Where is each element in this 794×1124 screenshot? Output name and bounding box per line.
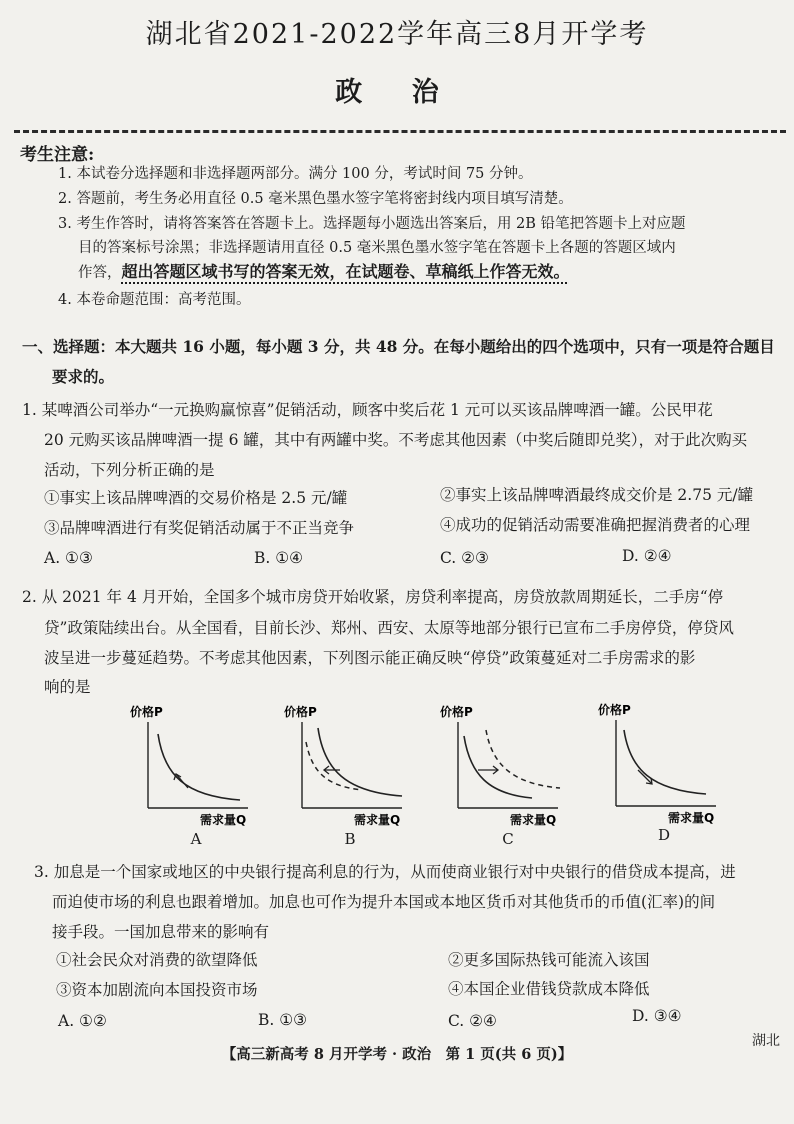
- dashed-divider: [14, 130, 786, 133]
- q2-stem-line-3: 波呈进一步蔓延趋势。不考虑其他因素，下列图示能正确反映“停贷”政策蔓延对二手房需求的影: [44, 649, 696, 667]
- q3-stem-line-2: 而迫使市场的利息也跟着增加。加息也可作为提升本国或本地区货币对其他货币的币值(汇率)的间: [52, 893, 716, 911]
- q2-stem-line-1: 2. 从 2021 年 4 月开始，全国多个城市房贷开始收紧，房贷利率提高，房贷放款周期延长，二手房“停: [22, 588, 724, 606]
- section-heading: 一、选择题：本大题共 16 小题，每小题 3 分，共 48 分。在每小题给出的四个选项中，只有一项是符合题目: [22, 337, 775, 356]
- notice-item-3-cont: 目的答案标号涂黑；非选择题请用直径 0.5 毫米黑色墨水签字笔在答题卡上各题的答题区域内: [78, 240, 676, 256]
- q3-statement-1: ①社会民众对消费的欲望降低: [56, 951, 258, 969]
- graph-b: [284, 700, 414, 848]
- graph-d: [598, 698, 728, 844]
- graph-c-demand-curve: [464, 736, 532, 798]
- graph-d-letter: D: [657, 826, 671, 844]
- q1-option-c: C. ②③: [440, 549, 489, 567]
- q3-option-d: D. ③④: [632, 1007, 682, 1025]
- graph-c-shifted-curve: [486, 730, 560, 788]
- q1-statement-4: ④成功的促销活动需要准确把握消费者的心理: [440, 516, 751, 534]
- notice-item-4: 4. 本卷命题范围：高考范围。: [58, 292, 251, 308]
- graph-d-y-label: 价格P: [598, 703, 631, 717]
- q1-statement-1: ①事实上该品牌啤酒的交易价格是 2.5 元/罐: [44, 489, 348, 507]
- notice-warning-emphasis: 超出答题区域书写的答案无效，在试题卷、草稿纸上作答无效。: [121, 262, 570, 281]
- q3-stem-line-1: 3. 加息是一个国家或地区的中央银行提高利息的行为，从而使商业银行对中央银行的借贷成本提高，进: [34, 863, 736, 881]
- graph-c: [440, 700, 570, 848]
- notice-item-3-end: [78, 262, 570, 283]
- q3-option-a: A. ①②: [58, 1012, 107, 1030]
- q3-statement-2: ②更多国际热钱可能流入该国: [448, 951, 650, 969]
- q1-stem-line-1: 1. 某啤酒公司举办“一元换购赢惊喜”促销活动，顾客中奖后花 1 元可以买该品牌啤酒一罐。公民甲花: [22, 401, 713, 419]
- graph-a: [130, 700, 260, 848]
- q1-option-d: D. ②④: [622, 547, 672, 565]
- notice-item-2: 2. 答题前，考生务必用直径 0.5 毫米黑色墨水签字笔将密封线内项目填写清楚。: [58, 191, 573, 207]
- graph-b-x-label: 需求量Q: [354, 813, 401, 827]
- section-heading-cont: 要求的。: [52, 367, 115, 386]
- q3-option-b: B. ①③: [258, 1011, 308, 1029]
- graph-b-y-label: 价格P: [284, 705, 317, 719]
- q3-stem-line-3: 接手段。一国加息带来的影响有: [52, 923, 270, 941]
- graph-d-x-label: 需求量Q: [668, 811, 715, 825]
- q1-option-b: B. ①④: [254, 549, 304, 567]
- q2-stem-line-4: 响的是: [44, 678, 91, 696]
- graph-a-demand-curve: [158, 734, 240, 800]
- q1-stem-line-2: 20 元购买该品牌啤酒一提 6 罐，其中有两罐中奖。不考虑其他因素（中奖后随即兑奖），对于此次购买: [44, 431, 748, 449]
- exam-title: 湖北省2021-2022学年高三8月开学考: [145, 19, 649, 50]
- notice-heading: 考生注意:: [20, 145, 95, 165]
- page-footer: 【高三新高考 8 月开学考 · 政治 第 1 页(共 6 页)】: [221, 1046, 573, 1063]
- q3-statement-4: ④本国企业借钱贷款成本降低: [448, 980, 650, 998]
- graph-b-demand-curve: [318, 728, 402, 796]
- graph-a-y-label: 价格P: [130, 705, 163, 719]
- graph-b-shifted-curve: [306, 742, 362, 790]
- graph-a-letter: A: [190, 830, 202, 848]
- q2-stem-line-2: 贷”政策陆续出台。从全国看，目前长沙、郑州、西安、太原等地部分银行已宣布二手房停贷，停贷风: [44, 619, 734, 637]
- q1-stem-line-3: 活动，下列分析正确的是: [44, 461, 215, 479]
- graph-a-arrow: [176, 774, 188, 788]
- q3-option-c: C. ②④: [448, 1012, 497, 1030]
- graph-c-x-label: 需求量Q: [510, 813, 557, 827]
- notice-item-1: 1. 本试卷分选择题和非选择题两部分。满分 100 分，考试时间 75 分钟。: [58, 166, 533, 182]
- notice-item-3: 3. 考生作答时，请将答案答在答题卡上。选择题每小题选出答案后，用 2B 铅笔把答题卡上对应题: [58, 216, 686, 232]
- graph-b-letter: B: [344, 830, 356, 848]
- graph-c-letter: C: [502, 830, 514, 848]
- q1-statement-3: ③品牌啤酒进行有奖促销活动属于不正当竞争: [44, 519, 355, 537]
- q3-statement-3: ③资本加剧流向本国投资市场: [56, 981, 258, 999]
- graph-d-demand-curve: [624, 730, 706, 794]
- graph-a-x-label: 需求量Q: [200, 813, 247, 827]
- region-label: 湖北: [752, 1033, 780, 1049]
- q1-option-a: A. ①③: [44, 549, 93, 567]
- graph-c-y-label: 价格P: [440, 705, 473, 719]
- q1-statement-2: ②事实上该品牌啤酒最终成交价是 2.75 元/罐: [440, 486, 754, 504]
- subject-title: 政 治: [335, 77, 459, 108]
- notice-item-3-tail: 作答，: [78, 265, 122, 281]
